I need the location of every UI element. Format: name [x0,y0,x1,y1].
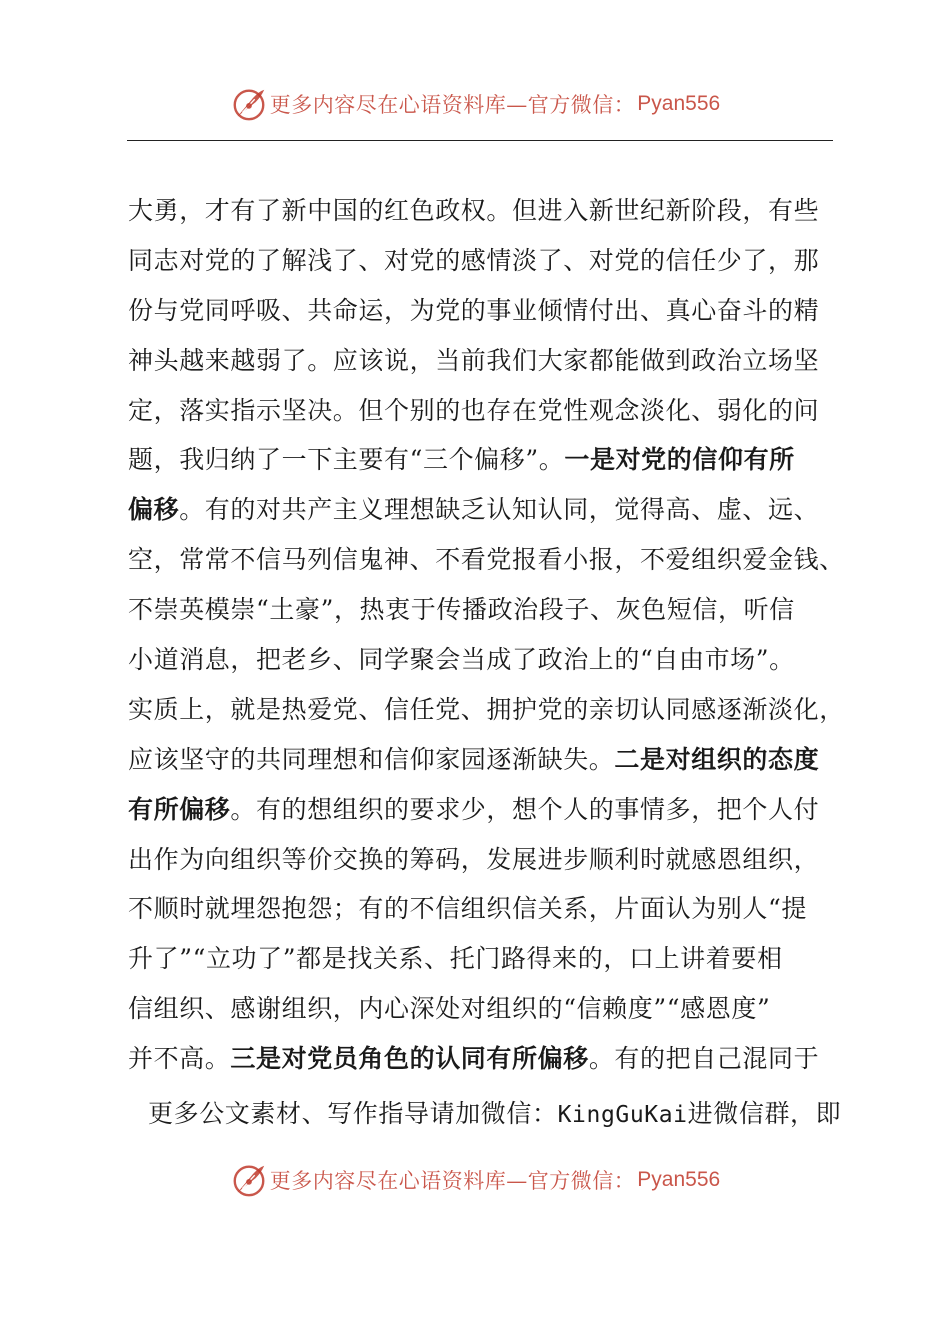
text-run: 信组织、感谢组织，内心深处对组织的“信赖度”“感恩度” [128,994,771,1024]
text-line [128,835,840,885]
text-run: 升了”“立功了”都是找关系、托门路得来的，口上讲着要相 [128,944,783,974]
text-line [128,336,840,386]
watermark-text: 更多内容尽在心语资料库— [269,93,528,117]
bold-heading-text: 三是对党员角色的认同有所偏移 [230,1044,589,1074]
text-run: 不顺时就埋怨抱怨；有的不信组织信关系，片面认为别人“提 [128,894,807,924]
text-line [128,635,840,685]
text-run: 并不高。 [128,1044,231,1074]
text-run: 份与党同呼吸、共命运，为党的事业倾情付出、真心奋斗的精 [128,295,820,325]
watermark-text: 更多内容尽在心语资料库— [269,1169,528,1193]
text-line [128,435,840,485]
footer-watermark [0,1158,950,1202]
header-divider [127,140,833,141]
watermark-wechat-id: Pyan556 [637,92,721,115]
text-line [128,485,840,535]
bold-heading-text: 有所偏移 [128,794,231,824]
text-run: 空，常常不信马列信鬼神、不看党报看小报，不爱组织爱金钱、 [128,545,845,575]
bold-heading-text: 偏移 [128,495,180,525]
bold-heading-text: 二是对组织的态度 [614,744,820,774]
text-run: 。有的对共产主义理想缺乏认知认同，觉得高、虚、远、 [179,495,820,525]
text-line [128,884,840,934]
bold-heading-text: 一是对党的信仰有所 [564,445,795,475]
text-line [128,735,840,785]
text-line [128,286,840,336]
text-line [128,685,845,735]
text-run: 。有的想组织的要求少，想个人的事情多，把个人付 [230,794,820,824]
text-line [128,785,840,835]
text-line [128,236,840,286]
text-run: 不崇英模崇“土豪”，热衷于传播政治段子、灰色短信，听信 [128,595,795,625]
quill-logo-icon [230,85,268,123]
text-line [128,386,840,436]
watermark-wechat-label: 官方微信： [527,1169,636,1193]
text-run: 小道消息，把老乡、同学聚会当成了政治上的“自由市场”。 [128,645,795,675]
text-run: 同志对党的了解浅了、对党的感情淡了、对党的信任少了，那 [128,245,820,275]
text-line [128,984,840,1034]
text-run: 应该坚守的共同理想和信仰家园逐渐缺失。 [128,744,615,774]
text-run: 出作为向组织等价交换的筹码，发展进步顺利时就感恩组织， [128,844,820,874]
text-line [128,186,840,236]
footer-note-suffix: 进微信群，即 [687,1099,842,1128]
text-line [128,1034,840,1084]
text-run: 大勇，才有了新中国的红色政权。但进入新世纪新阶段，有些 [128,196,820,225]
text-run: 实质上，就是热爱党、信任党、拥护党的亲切认同感逐渐淡化， [128,694,845,724]
document-body [128,186,845,1084]
header-watermark [0,82,950,126]
quill-logo-icon [230,1161,268,1199]
watermark-wechat-id: Pyan556 [637,1168,721,1191]
text-line [128,535,845,585]
text-run: 题，我归纳了一下主要有“三个偏移”。 [128,445,565,475]
text-run: 定，落实指示坚决。但个别的也存在党性观念淡化、弱化的问 [128,395,820,425]
footer-note [148,1092,848,1137]
text-run: 神头越来越弱了。应该说，当前我们大家都能做到政治立场坚 [128,345,820,375]
watermark-wechat-label: 官方微信： [527,93,636,117]
text-run: 。有的把自己混同于 [588,1044,820,1074]
footer-note-prefix: 更多公文素材、写作指导请加微信： [148,1099,558,1128]
footer-note-wechat-id: KingGuKai [557,1102,688,1128]
text-line [128,934,840,984]
text-line [128,585,840,635]
